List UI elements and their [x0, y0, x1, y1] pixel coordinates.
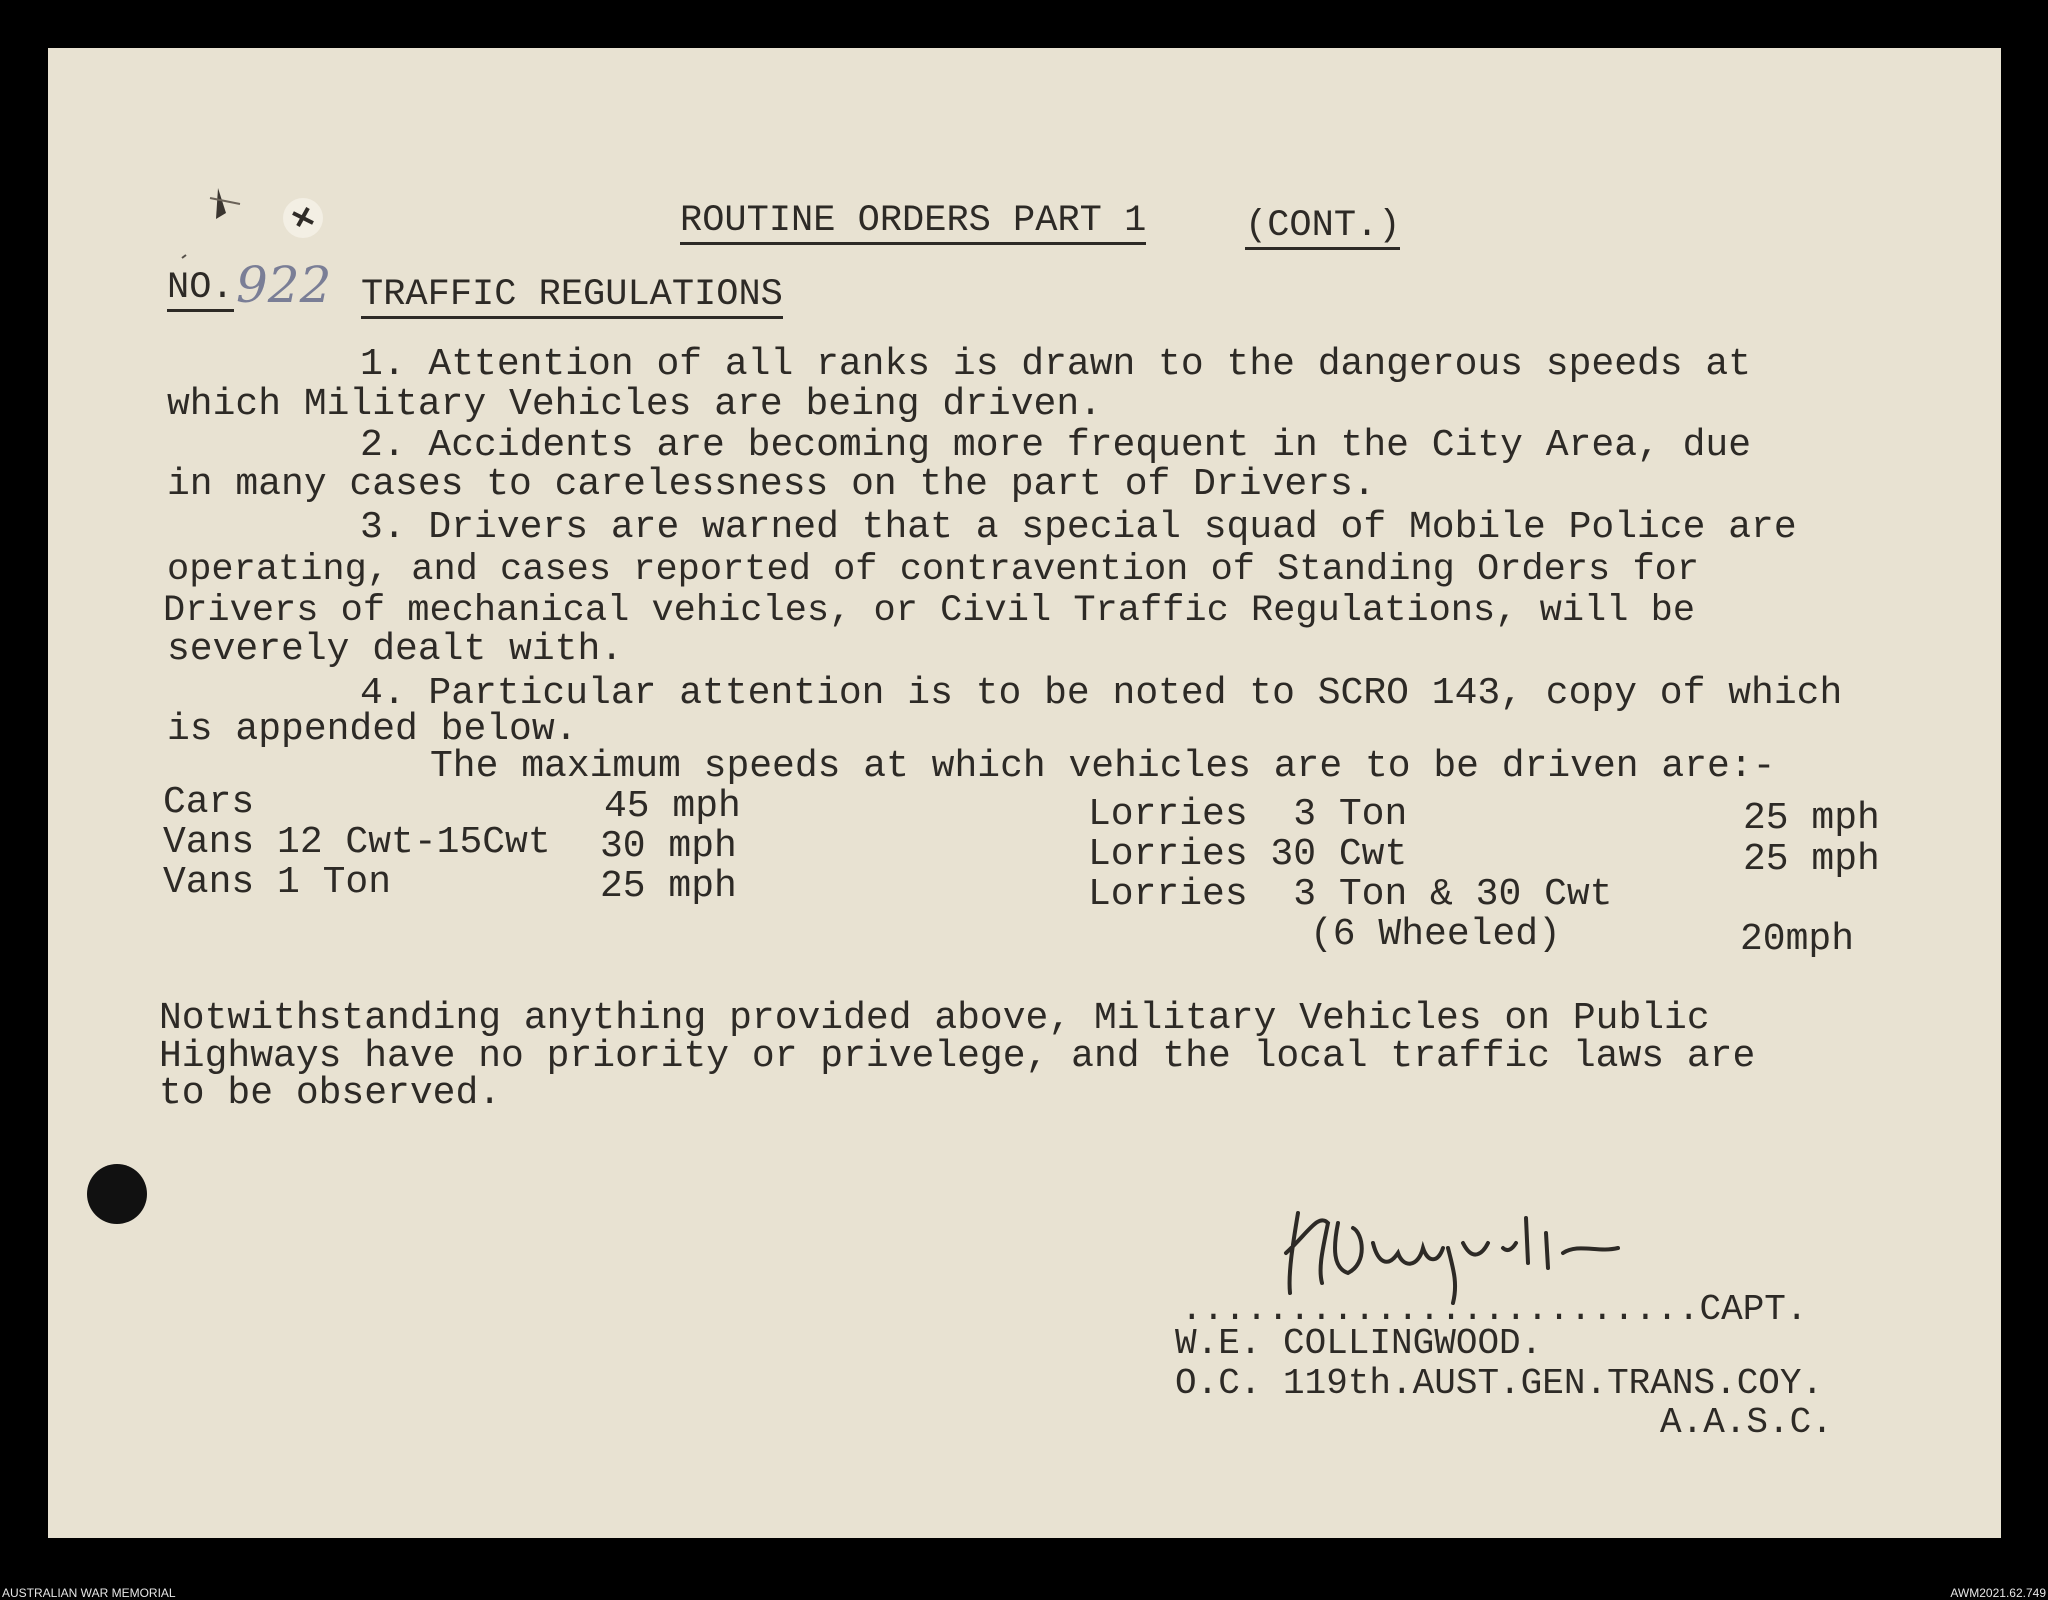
speed-vehicle: Lorries 3 Ton & 30 Cwt	[1088, 873, 1613, 916]
body-line: Drivers of mechanical vehicles, or Civil Traffic Regulations, will be	[163, 590, 1696, 632]
body-line: 4. Particular attention is to be noted to SCRO 143, copy of which	[360, 672, 1843, 715]
body-line: 2. Accidents are becoming more frequent in the City Area, due	[360, 424, 1752, 467]
continued-label: (CONT.)	[1245, 208, 1400, 250]
speed-vehicle: Lorries 3 Ton	[1088, 793, 1408, 836]
speed-vehicle: Lorries 30 Cwt	[1088, 833, 1408, 876]
closing-line: Highways have no priority or privelege, and the local traffic laws are	[159, 1035, 1756, 1078]
signatory-name: W.E. COLLINGWOOD.	[1175, 1323, 1543, 1364]
punch-hole	[87, 1164, 147, 1224]
signature-line-rank: ........................CAPT.	[1181, 1289, 1808, 1330]
speed-value: 25 mph	[1743, 797, 1880, 840]
closing-line: Notwithstanding anything provided above, Military Vehicles on Public	[159, 997, 1710, 1040]
speeds-intro: The maximum speeds at which vehicles are to be driven are:-	[430, 745, 1776, 788]
speed-vehicle: Vans 1 Ton	[163, 861, 392, 904]
pin-hole-mark-2	[273, 188, 333, 248]
speed-vehicle: Cars	[163, 781, 255, 824]
body-line: which Military Vehicles are being driven.	[167, 383, 1102, 426]
speed-value: 20mph	[1740, 918, 1855, 961]
speed-value: 25 mph	[600, 865, 737, 908]
body-line: 1. Attention of all ranks is drawn to the dangerous speeds at	[360, 343, 1752, 386]
body-line: operating, and cases reported of contravention of Standing Orders for	[167, 549, 1700, 591]
closing-line: to be observed.	[159, 1072, 502, 1115]
footer-accession: AWM2021.62.749	[1950, 1586, 2046, 1600]
order-number: 922	[236, 256, 332, 314]
signatory-corps: A.A.S.C.	[1660, 1402, 1833, 1443]
body-line: 3. Drivers are warned that a special squad of Mobile Police are	[360, 506, 1797, 549]
speed-value: 25 mph	[1743, 838, 1880, 881]
footer-credit: AUSTRALIAN WAR MEMORIAL	[2, 1586, 176, 1600]
document-page	[48, 48, 2001, 1538]
speed-value: 30 mph	[600, 825, 737, 868]
speed-vehicle: (6 Wheeled)	[1310, 913, 1561, 956]
page-title: ROUTINE ORDERS PART 1	[680, 203, 1146, 245]
speed-value: 45 mph	[604, 785, 741, 828]
body-line: is appended below.	[167, 708, 578, 751]
signatory-unit: O.C. 119th.AUST.GEN.TRANS.COY.	[1175, 1363, 1824, 1404]
body-line: in many cases to carelessness on the part of Drivers.	[167, 463, 1376, 506]
speed-vehicle: Vans 12 Cwt-15Cwt	[163, 821, 551, 864]
order-number-label: NO.	[167, 270, 234, 312]
order-subject: TRAFFIC REGULATIONS	[361, 277, 783, 319]
body-line: severely dealt with.	[167, 628, 624, 671]
